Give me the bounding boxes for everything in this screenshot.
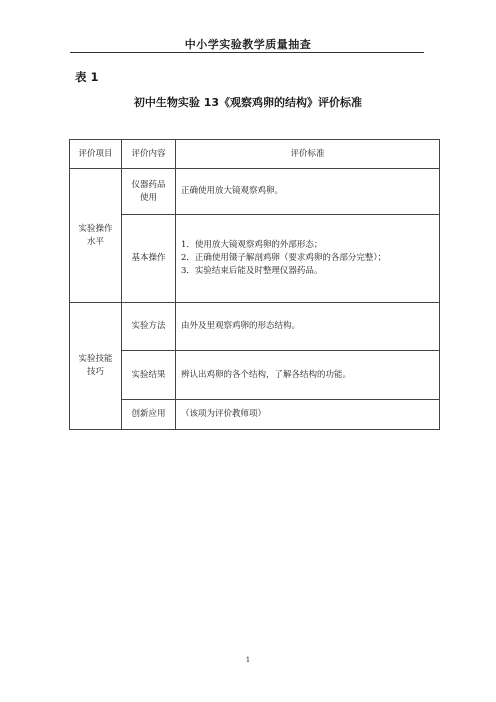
content-cell: 创新应用	[122, 400, 176, 430]
table-row	[70, 303, 440, 351]
item-cell-operation: 实验操作水平	[70, 169, 122, 303]
table-header-row	[70, 140, 440, 169]
standard-cell	[176, 351, 440, 400]
table-row	[70, 169, 440, 215]
table-row	[70, 400, 440, 430]
page-header-title: 中小学实验教学质量抽查	[184, 38, 312, 51]
content-cell: 基本操作	[122, 215, 176, 303]
content-cell: 仪器药品使用	[122, 169, 176, 215]
table-row	[70, 351, 440, 400]
standard-line: 由外及里观察鸡卵的形态结构。	[181, 321, 301, 332]
table-number-label: 表 1	[75, 70, 99, 84]
item-cell-skills: 实验技能技巧	[70, 303, 122, 430]
header-cell-standard: 评价标准	[176, 140, 440, 169]
standard-cell	[176, 400, 440, 430]
evaluation-table	[69, 139, 440, 430]
standard-cell	[176, 169, 440, 215]
header-cell-item: 评价项目	[70, 140, 122, 169]
standard-line: 3．实验结束后能及时整理仪器药品。	[181, 265, 323, 276]
table-title: 初中生物实验 13《观察鸡卵的结构》评价标准	[133, 96, 363, 109]
standard-line: 辨认出鸡卵的各个结构，了解各结构的功能。	[181, 369, 352, 380]
page-number: 1	[245, 656, 251, 664]
standard-cell	[176, 215, 440, 303]
standard-line: 正确使用放大镜观察鸡卵。	[181, 186, 284, 197]
content-cell: 实验结果	[122, 351, 176, 400]
standard-line: （该项为评价教师项）	[181, 409, 267, 420]
header-cell-content: 评价内容	[122, 140, 176, 169]
standard-cell	[176, 303, 440, 351]
table-row	[70, 215, 440, 303]
header-divider	[70, 52, 424, 53]
content-cell: 实验方法	[122, 303, 176, 351]
standard-line: 1．使用放大镜观察鸡卵的外部形态；	[181, 240, 323, 251]
standard-line: 2．正确使用镊子解剖鸡卵（要求鸡卵的各部分完整）；	[181, 253, 387, 264]
